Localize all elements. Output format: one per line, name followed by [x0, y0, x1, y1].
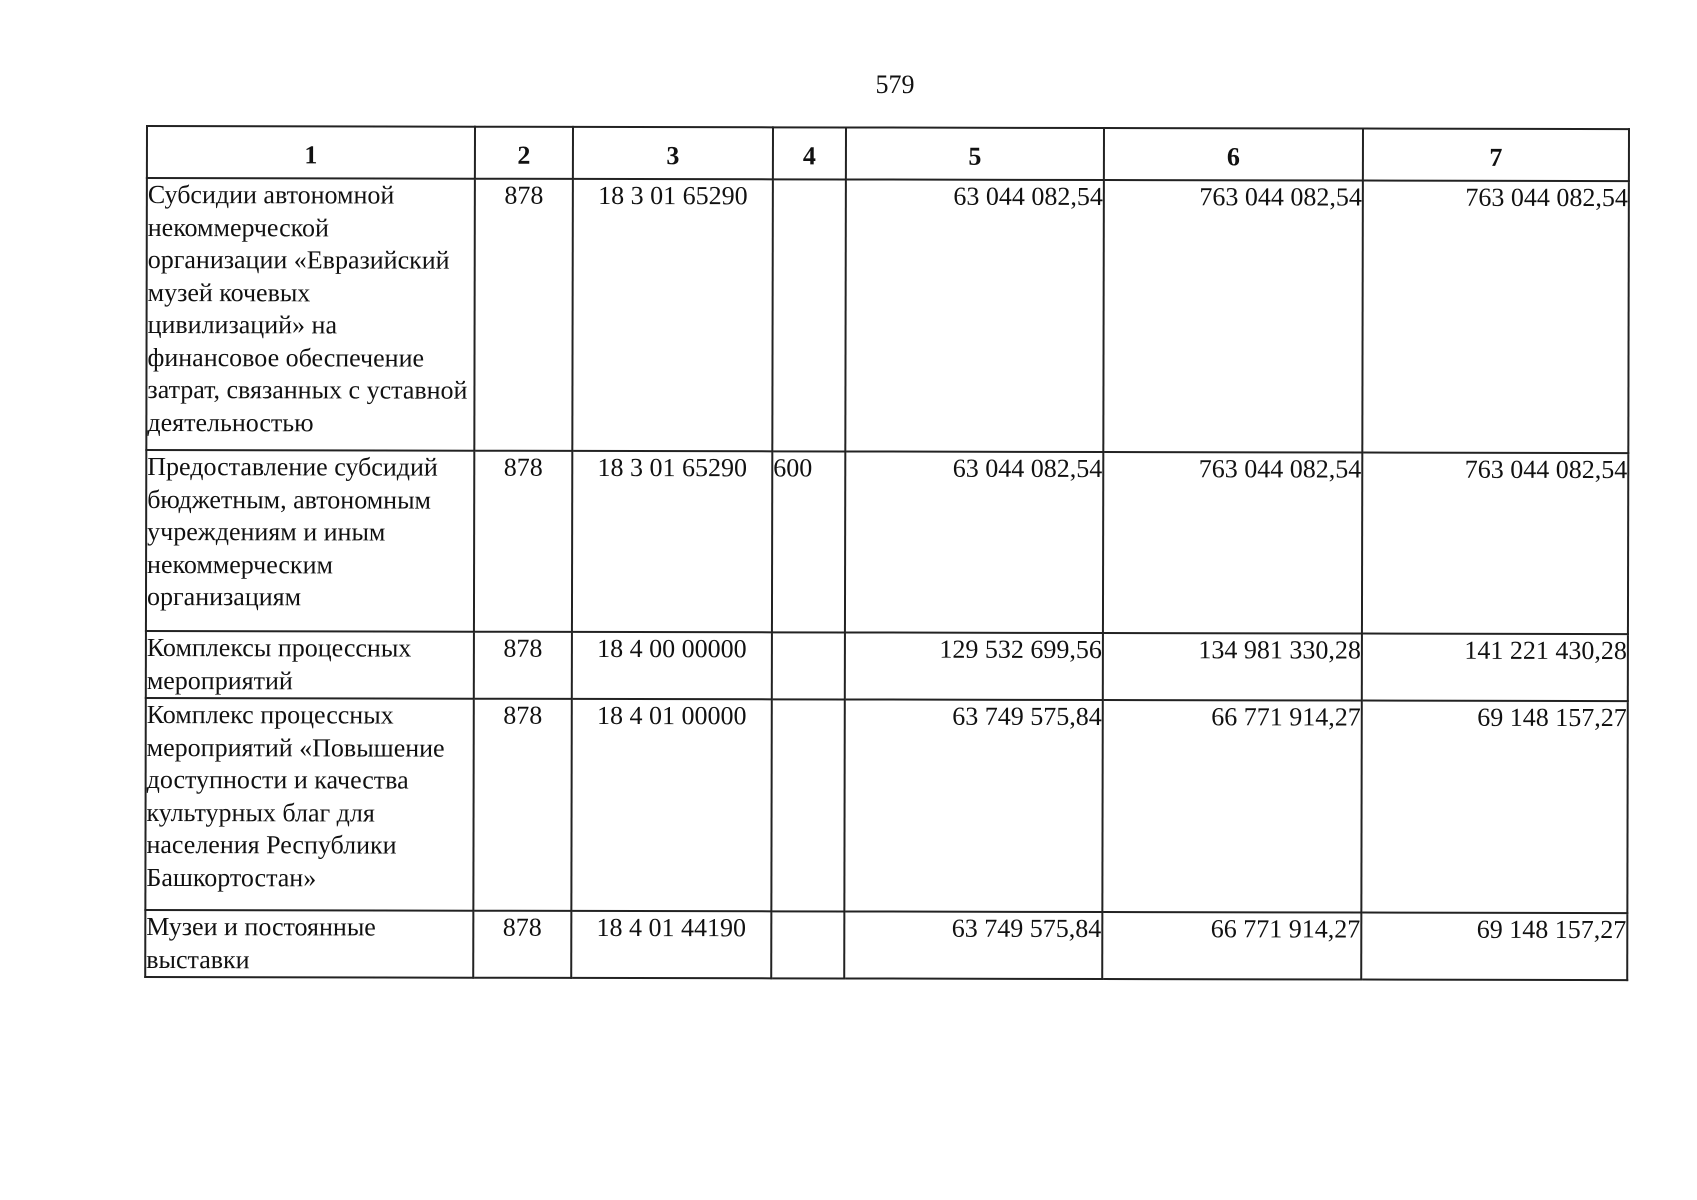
- row-amount-col6: 66 771 914,27: [1102, 700, 1361, 913]
- row-expense-type: [771, 911, 844, 978]
- row-target-article: 18 4 00 00000: [572, 632, 772, 699]
- row-amount-col5: 63 749 575,84: [844, 699, 1102, 912]
- row-amount-col7: 141 221 430,28: [1362, 634, 1628, 702]
- row-grbs-code: 878: [473, 911, 571, 978]
- row-name: Комплексы процессных мероприятий: [146, 631, 474, 699]
- row-amount-col5: 63 044 082,54: [845, 451, 1103, 633]
- row-amount-col5: 63 044 082,54: [845, 179, 1104, 452]
- row-name: Предоставление субсидий бюджетным, автономным учреждениям и иным некоммерческим организациям: [146, 450, 474, 632]
- row-amount-col5: 129 532 699,56: [845, 632, 1103, 700]
- header-row: [147, 126, 1629, 181]
- budget-table: [144, 125, 1630, 981]
- column-header-3: 3: [573, 127, 773, 179]
- row-amount-col7: 763 044 082,54: [1362, 453, 1628, 635]
- row-amount-col7: 763 044 082,54: [1362, 181, 1629, 454]
- table-row: [146, 450, 1628, 634]
- row-amount-col5: 63 749 575,84: [844, 911, 1102, 979]
- row-grbs-code: 878: [474, 632, 572, 699]
- row-grbs-code: 878: [473, 699, 571, 911]
- row-amount-col6: 763 044 082,54: [1103, 452, 1362, 634]
- column-header-5: 5: [846, 127, 1104, 180]
- row-target-article: 18 4 01 44190: [571, 911, 771, 978]
- table-row: [145, 698, 1627, 913]
- column-header-1: 1: [147, 126, 475, 179]
- row-grbs-code: 878: [474, 179, 573, 451]
- table-row: [146, 178, 1629, 453]
- row-name: Музеи и постоянные выставки: [145, 910, 473, 978]
- column-header-6: 6: [1104, 128, 1363, 181]
- table-row: [146, 631, 1628, 701]
- row-amount-col6: 763 044 082,54: [1103, 180, 1363, 453]
- column-header-2: 2: [475, 127, 573, 179]
- row-grbs-code: 878: [474, 451, 572, 632]
- table-row: [145, 910, 1627, 980]
- row-amount-col6: 66 771 914,27: [1102, 912, 1361, 980]
- column-header-7: 7: [1363, 129, 1629, 182]
- row-name: Субсидии автономной некоммерческой организации «Евразийский музей кочевых цивилизаций» на финансовое обеспечение затрат, связанных с уставной деятельностью: [146, 178, 475, 451]
- column-header-4: 4: [773, 127, 846, 179]
- row-name: Комплекс процессных мероприятий «Повышение доступности и качества культурных благ для населения Республики Башкортостан»: [145, 698, 473, 911]
- row-expense-type: 600: [772, 451, 845, 632]
- row-expense-type: [772, 632, 845, 699]
- row-target-article: 18 3 01 65290: [572, 179, 773, 451]
- row-target-article: 18 4 01 00000: [571, 699, 771, 911]
- row-expense-type: [772, 179, 846, 451]
- page-number: 579: [875, 70, 915, 99]
- row-expense-type: [771, 699, 844, 911]
- row-target-article: 18 3 01 65290: [572, 451, 772, 632]
- row-amount-col7: 69 148 157,27: [1361, 913, 1627, 981]
- row-amount-col7: 69 148 157,27: [1361, 701, 1627, 914]
- row-amount-col6: 134 981 330,28: [1103, 633, 1362, 701]
